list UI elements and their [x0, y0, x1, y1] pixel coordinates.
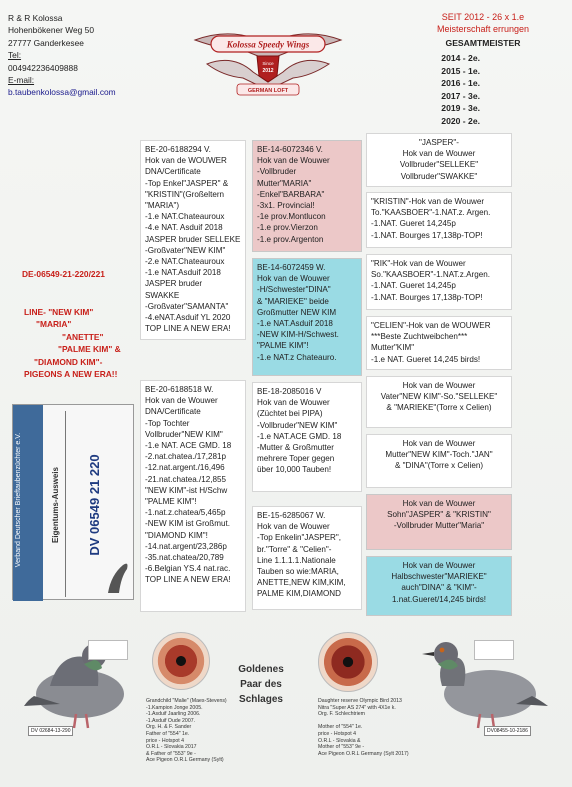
pigeon-box-jasper: "JASPER"- Hok van de Wouwer Vollbruder"SELLEKE" Vollbruder"SWAKKE": [366, 133, 512, 187]
pigeon-box-6188294: BE-20-6188294 V. Hok van de WOUWER DNA/Certificate -Top Enkel"JASPER" & "KRISTIN"(Großeltern "MARIA") -1.e NAT.Chateauroux -4.e NAT. Asduif 2018 JASPER bruder SELLEKE -Großvater"NEW KIM" -2.e NAT.Chateauroux -1.e NAT.Asduif 2018 JASPER bruder SWAKKE -Großvater"SAMANTA" -4.eNAT.Asduif YL 2020 TOP LINE A NEW ERA!: [140, 140, 246, 340]
pigeon-box-marieke-half-sister: Hok van de Wouwer Halbschwester"MARIEKE" auch"DINA" & "KIM"- 1.nat.Gueret/14,245 birds!: [366, 556, 512, 616]
email-link[interactable]: b.taubenkolossa@gmail.com: [8, 87, 116, 98]
card-org-2: Brieftaubenzüchter e.V.: [15, 432, 22, 506]
ownership-card: [12, 404, 134, 600]
pigeon-box-kristin: "KRISTIN"-Hok van de Wouwer To."KAASBOER"-1.NAT.z. Argen. -1.NAT. Gueret 14,245p -1.NAT. Bourges 17,138p-TOP!: [366, 192, 512, 248]
pigeon-box-6072459: BE-14-6072459 W. Hok van de Wouwer -H/Schwester"DINA" & "MARIEKE" beide Großmutter NEW KIM -1.e NAT.Asduif 2018 -NEW KIM-H/Schwest. "PALME KIM"! -1.e NAT.z Chateauro.: [252, 258, 362, 376]
logo-mini-left: [88, 640, 128, 660]
achievements-header: [403, 12, 563, 35]
logo-year: 2012: [262, 68, 274, 74]
line-text: "DIAMOND KIM"-: [34, 356, 103, 367]
line-text: "PALME KIM" &: [58, 344, 121, 355]
card-org: [15, 405, 22, 595]
eye-right-image: [318, 632, 378, 692]
card-title: Eigentums-Ausweis: [51, 467, 60, 544]
logo-since: Since: [262, 61, 274, 66]
line-text: LINE- "NEW KIM": [24, 307, 94, 317]
owner-name: R & R Kolossa: [8, 13, 63, 23]
tel-label: Tel:: [8, 50, 22, 61]
pigeon-box-6072346: BE-14-6072346 V. Hok van de Wouwer -Vollbruder Mutter"MARIA" -Enkel"BARBARA" -3x1. Provincial! -1e prov.Montlucon -1.e prov.Vierzon -1.e prov.Argenton: [252, 140, 362, 252]
line-text: PIGEONS A NEW ERA!!: [24, 369, 118, 380]
pigeon-emblem-icon: [103, 555, 133, 597]
logo-mini-right: [474, 640, 514, 660]
pigeon-box-celien: "CELIEN"-Hok van de WOUWER ***Beste Zuchtweibchen*** Mutter"KIM" -1.e NAT. Gueret 14,245 birds!: [366, 316, 512, 370]
pigeon-box-rik: "RIK"-Hok van de Wouwer So."KAASBOER"-1.NAT.z.Argen. -1.NAT. Gueret 14,245p -1.NAT. Bourges 17,138p-TOP!: [366, 254, 512, 310]
year-item: 2014 - 2e.: [441, 53, 480, 63]
ring-number-label: DE-06549-21-220/221: [22, 269, 105, 279]
year-item: 2020 - 2e.: [441, 115, 480, 126]
pigeon-box-6188518: BE-20-6188518 W. Hok van de Wouwer DNA/Certificate -Top Tochter Vollbruder"NEW KIM" -1.e NAT. ACE GMD. 18 -2.nat.chatea./17,281p -12.nat.argent./16,496 -21.nat.chatea./12,855 "NEW KIM"-ist H/Schw "PALME KIM"! -1.nat.z.chatea/5,465p -NEW KIM ist Großmut. "DIAMOND KIM"! -14.nat.argent/23,286p -35.nat.chatea/20,789 -6.Belgian YS.4 nat.rac. TOP LINE A NEW ERA!: [140, 380, 246, 612]
card-number: DV 06549 21 220: [87, 454, 102, 556]
logo-title: Kolossa Speedy Wings: [226, 39, 310, 50]
year-item: 2015 - 1e.: [441, 65, 480, 76]
pigeon-box-new-kim-mother: Hok van de Wouwer Mutter"NEW KIM"-Toch."JAN" & "DINA"(Torre x Celien): [366, 434, 512, 488]
left-pigeon-description: Grandchild "Malie" (Maes-Stevens) -1.Kampion Jonge 2005. -1.Asduif Jaarling 2006. -1.Asduif Oude 2007. Org. H. & F. Sander Father of "554" 1e. price - Hotspot 4 O.R.L - Slovakia 2017 & Father of "553" 9e - Ace Pigeon O.R.L Germany (Sylt): [146, 698, 227, 764]
street: Hohenbökener Weg 50: [8, 25, 94, 36]
pigeon-box-2085016: BE-18-2085016 V Hok van de Wouwer (Züchtet bei PIPA) -Vollbruder"NEW KIM" -1.e NAT.ACE GMD. 18 -Mutter & Großmutter mehrere Toper gegen über 10,000 Tauben!: [252, 382, 362, 492]
golden-pair-title: Goldenes Paar des Schlages: [238, 664, 284, 705]
email-label: E-mail:: [8, 75, 35, 86]
left-ring-number: DV 02684-13-290: [28, 726, 73, 736]
years-list: [436, 52, 480, 128]
gesamtmeister-label: GESAMTMEISTER: [445, 38, 521, 48]
eye-left-image: [152, 632, 210, 690]
city: 27777 Ganderkesee: [8, 37, 84, 48]
achievements-line-2: Meisterschaft errungen: [436, 23, 530, 34]
pigeon-box-jasper-son: Hok van de Wouwer Sohn"JASPER" & "KRISTIN" -Vollbruder Mutter"Maria": [366, 494, 512, 550]
right-pigeon-description: Daughter reserve Olympic Bird 2013 Nitra "Super AS 274" with 4X1e k. Org. F. Schlechtriem Mother of "554" 1e. price - Hotspot 4 O.R.L - Slovakia & Mother of "553" 9e - Ace Pigeon O.R.L Germany (Sylt 2017): [318, 698, 409, 757]
right-ring-number: DV08455-10-2186: [484, 726, 531, 736]
line-text: "MARIA": [36, 319, 72, 330]
line-text: "ANETTE": [62, 331, 104, 342]
year-item: 2017 - 3e.: [441, 90, 480, 101]
pigeon-box-new-kim-father: Hok van de Wouwer Vater"NEW KIM"-So."SELLEKE" & "MARIEKE"(Torre x Celien): [366, 376, 512, 428]
kolossa-logo: [193, 20, 343, 106]
pigeon-box-6285067: BE-15-6285067 W. Hok van de Wouwer -Top Enkelin"JASPER", br."Torre" & "Celien"- Line 1.1.1.1.Nationale Tauben so wie:MARIA, ANETTE,NEW KIM,KIM, PALME KIM,DIAMOND: [252, 506, 362, 610]
year-item: 2019 - 3e.: [441, 103, 480, 114]
year-item: 2016 - 1e.: [441, 78, 480, 89]
logo-subtitle: GERMAN LOFT: [247, 88, 289, 94]
achievements-line-1: SEIT 2012 - 26 x 1.e: [441, 12, 525, 22]
card-org-1: Verband Deutscher: [15, 507, 22, 568]
tel-number: 004942236409888: [8, 62, 78, 73]
line-pigeons-text: [14, 306, 134, 380]
address-block: [8, 12, 116, 99]
